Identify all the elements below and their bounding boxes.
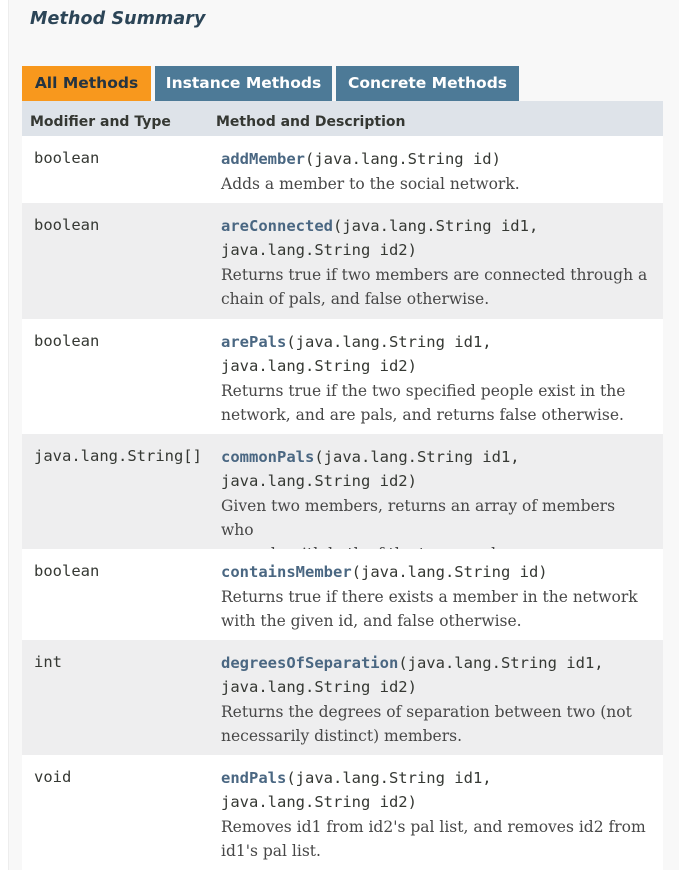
method-description: Returns true if two members are connected through a: [221, 266, 648, 284]
method-signature: [221, 147, 651, 171]
method-params: (java.lang.String id): [305, 150, 501, 168]
method-params-continued: java.lang.String id2): [221, 793, 417, 811]
method-link[interactable]: addMember: [221, 150, 305, 168]
tab-all-methods[interactable]: All Methods: [22, 66, 151, 101]
table-header: [22, 101, 663, 136]
method-link[interactable]: areConnected: [221, 217, 333, 235]
method-cell: [221, 214, 651, 311]
method-description-continued: id1's pal list.: [221, 842, 321, 860]
method-params: (java.lang.String id1,: [286, 333, 492, 351]
modifier-type: boolean: [34, 216, 100, 234]
modifier-type: int: [34, 653, 62, 671]
method-params: (java.lang.String id1,: [286, 769, 492, 787]
method-params: (java.lang.String id): [351, 563, 548, 581]
method-link[interactable]: endPals: [221, 769, 287, 787]
method-cell: [221, 651, 651, 748]
method-signature: [221, 651, 651, 675]
method-params: (java.lang.String id1,: [398, 654, 604, 672]
method-params: (java.lang.String id1,: [314, 448, 520, 466]
method-cell: [221, 445, 651, 566]
table-row: [22, 640, 663, 755]
method-cell: [221, 766, 651, 863]
modifier-type: boolean: [34, 562, 100, 580]
method-params-continued: java.lang.String id2): [221, 472, 417, 490]
modifier-type: java.lang.String[]: [34, 447, 202, 465]
method-description-continued: network, and are pals, and returns false otherwise.: [221, 406, 624, 424]
method-description-continued: necessarily distinct) members.: [221, 727, 463, 745]
method-params: (java.lang.String id1,: [332, 217, 539, 235]
method-cell: [221, 147, 651, 196]
method-cell: [221, 330, 651, 427]
method-params-continued: java.lang.String id2): [221, 678, 417, 696]
method-description-continued: with the given id, and false otherwise.: [221, 612, 522, 630]
tab-concrete-methods[interactable]: Concrete Methods: [336, 66, 519, 101]
header-modifier-and-type: Modifier and Type: [30, 114, 171, 130]
method-cell: [221, 560, 651, 633]
modifier-type: boolean: [34, 332, 100, 350]
method-signature: [221, 330, 651, 354]
method-signature: [221, 214, 651, 238]
section-title: Method Summary: [30, 9, 206, 29]
method-link[interactable]: commonPals: [221, 448, 315, 466]
table-row: [22, 755, 663, 870]
modifier-type: boolean: [34, 149, 100, 167]
tab-instance-methods[interactable]: Instance Methods: [155, 66, 332, 101]
method-link[interactable]: degreesOfSeparation: [221, 654, 399, 672]
method-link[interactable]: arePals: [221, 333, 287, 351]
method-tabs: [22, 66, 523, 101]
method-signature: [221, 766, 651, 790]
method-signature: [221, 560, 651, 584]
method-description-continued: chain of pals, and false otherwise.: [221, 290, 490, 308]
method-description: Removes id1 from id2's pal list, and removes id2 from: [221, 818, 646, 836]
modifier-type: void: [34, 768, 72, 786]
method-description: Given two members, returns an array of members who: [221, 497, 616, 539]
method-description: Returns the degrees of separation between two (not: [221, 703, 632, 721]
table-row: [22, 136, 663, 203]
method-link[interactable]: containsMember: [221, 563, 352, 581]
table-row: [22, 549, 663, 640]
method-description: Adds a member to the social network.: [221, 175, 520, 193]
method-description: Returns true if there exists a member in the network: [221, 588, 638, 606]
method-summary-table: [22, 101, 663, 870]
method-description: Returns true if the two specified people exist in the: [221, 382, 626, 400]
method-params-continued: java.lang.String id2): [221, 357, 417, 375]
table-row: [22, 203, 663, 319]
method-params-continued: java.lang.String id2): [221, 241, 417, 259]
header-method-and-description: Method and Description: [216, 114, 406, 130]
table-row: [22, 434, 663, 549]
table-row: [22, 319, 663, 434]
method-signature: [221, 445, 651, 469]
